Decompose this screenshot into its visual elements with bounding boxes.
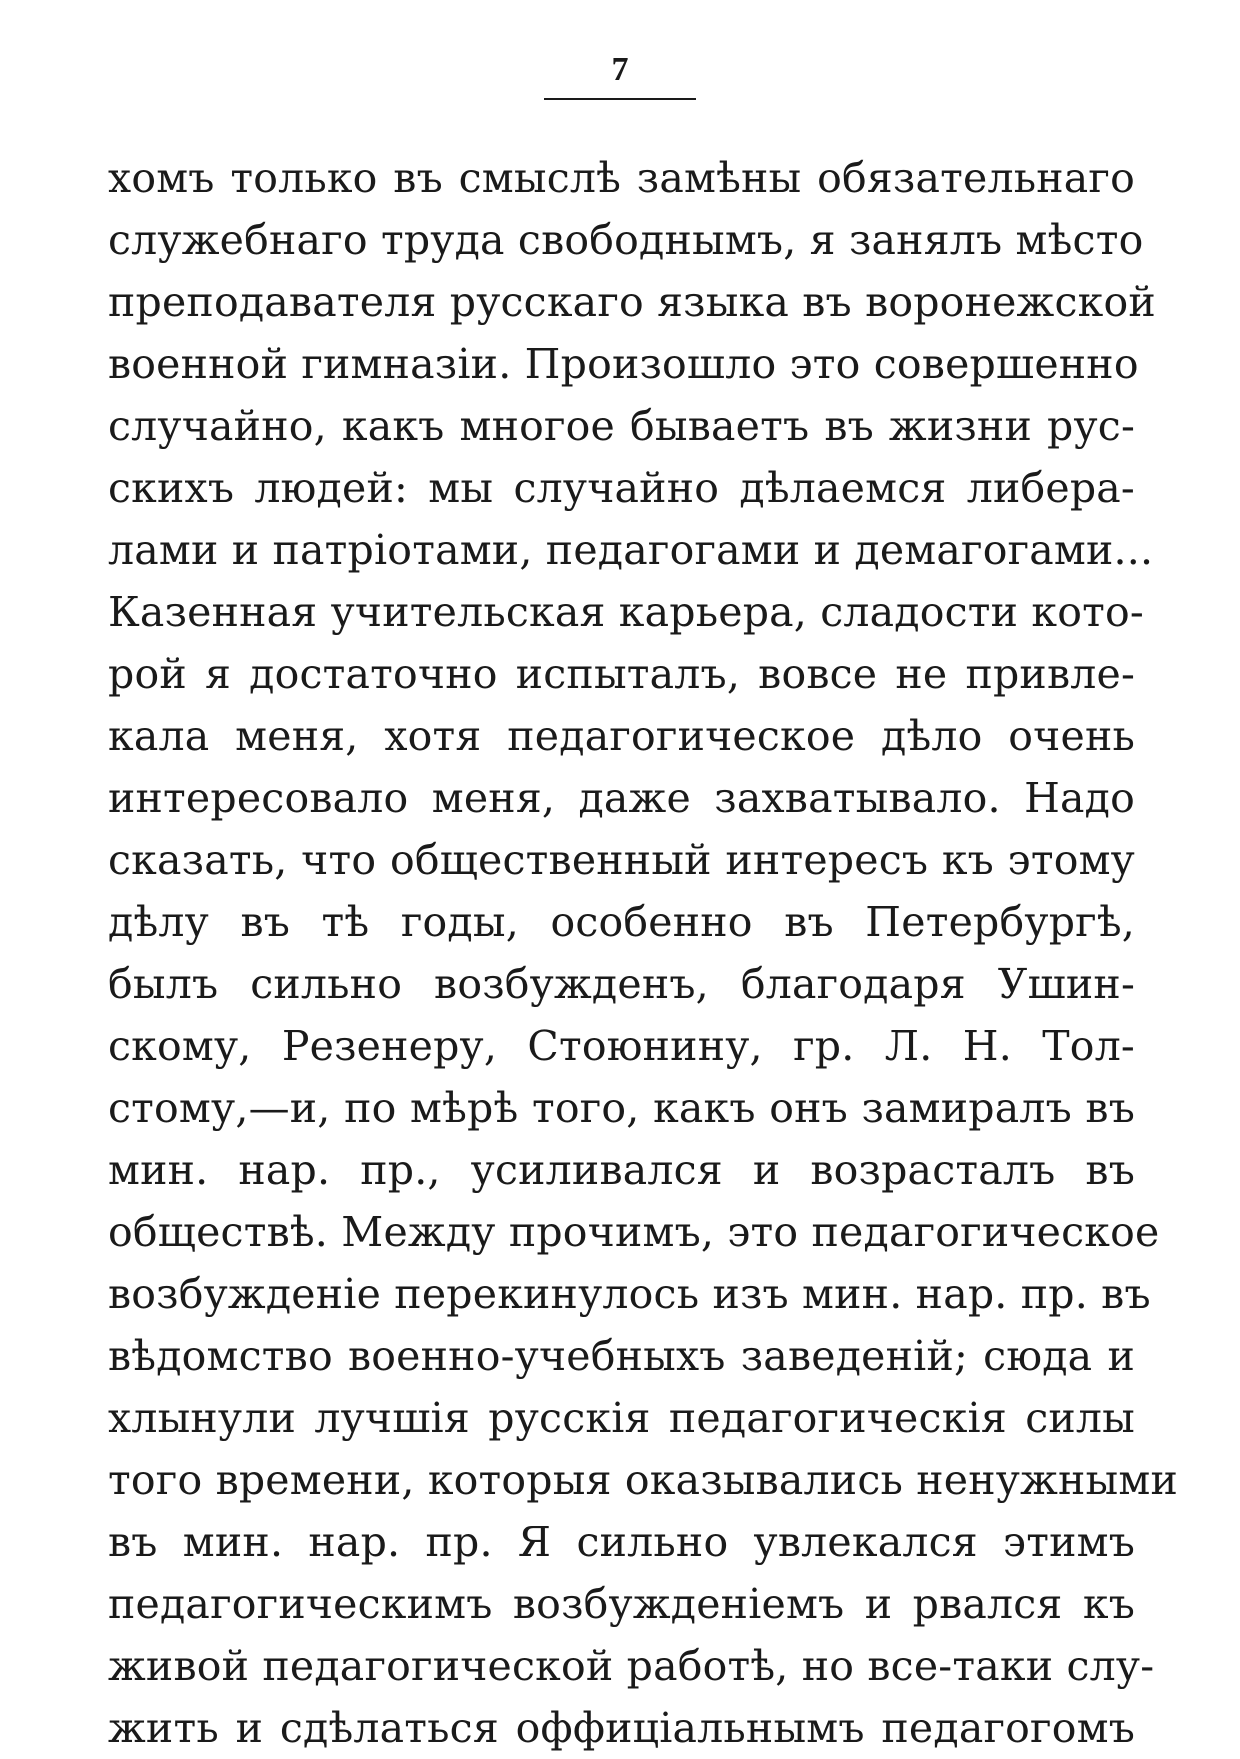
text-line-11: интересовало меня, даже захватывало. Надо [108, 774, 1135, 822]
text-line-6: скихъ людей: мы случайно дѣлаемся либера- [108, 464, 1135, 512]
text-line-19: возбужденіе перекинулось изъ мин. нар. пр. въ [108, 1270, 1151, 1318]
text-line-2: служебнаго труда свободнымъ, я занялъ мѣсто [108, 216, 1144, 264]
text-line-1: хомъ только въ смыслѣ замѣны обязательнаго [108, 154, 1135, 202]
text-line-13: дѣлу въ тѣ годы, особенно въ Петербургѣ, [108, 898, 1135, 946]
text-line-15: скому, Резенеру, Стоюнину, гр. Л. Н. Тол- [108, 1022, 1135, 1070]
header-rule [544, 98, 696, 100]
text-line-8: Казенная учительская карьера, сладости кото- [108, 588, 1144, 636]
text-line-20: вѣдомство военно-учебныхъ заведеній; сюда и [108, 1332, 1135, 1380]
text-line-21: хлынули лучшія русскія педагогическія силы [108, 1394, 1135, 1442]
page-number: 7 [611, 51, 629, 88]
text-line-10: кала меня, хотя педагогическое дѣло очень [108, 712, 1135, 760]
text-line-22: того времени, которыя оказывались ненужными [108, 1456, 1178, 1504]
text-line-24: педагогическимъ возбужденіемъ и рвался къ [108, 1580, 1135, 1628]
text-line-14: былъ сильно возбужденъ, благодаря Ушин- [108, 960, 1135, 1008]
text-line-17: мин. нар. пр., усиливался и возрасталъ въ [108, 1146, 1135, 1194]
text-line-12: сказать, что общественный интересъ къ этому [108, 836, 1135, 884]
text-line-16: стому,—и, по мѣрѣ того, какъ онъ замиралъ въ [108, 1084, 1135, 1132]
page-header [540, 50, 700, 100]
text-line-7: лами и патріотами, педагогами и демагогами... [108, 526, 1154, 574]
text-line-26: жить и сдѣлаться оффиціальнымъ педагогомъ [108, 1704, 1135, 1752]
text-line-23: въ мин. нар. пр. Я сильно увлекался этимъ [108, 1518, 1135, 1566]
text-line-4: военной гимназіи. Произошло это совершенно [108, 340, 1139, 388]
text-line-5: случайно, какъ многое бываетъ въ жизни рус- [108, 402, 1135, 450]
text-line-9: рой я достаточно испыталъ, вовсе не привле- [108, 650, 1135, 698]
text-line-18: обществѣ. Между прочимъ, это педагогическое [108, 1208, 1160, 1256]
text-line-3: преподавателя русскаго языка въ воронежской [108, 278, 1156, 326]
body-text [108, 147, 1178, 1759]
text-line-25: живой педагогической работѣ, но все-таки слу- [108, 1642, 1155, 1690]
